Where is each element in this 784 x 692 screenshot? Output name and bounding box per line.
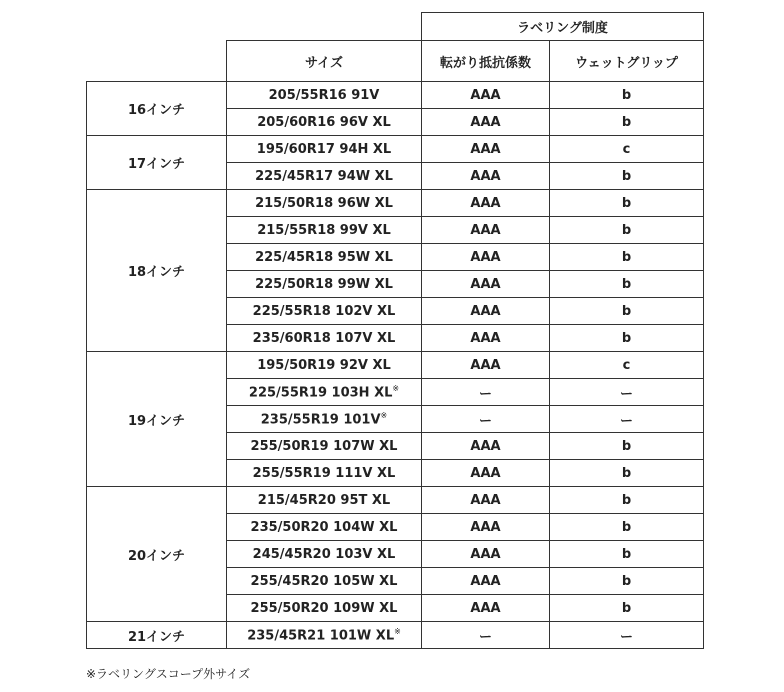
wet-grip-cell: b [550,190,704,217]
size-value: 235/45R21 101W XL [247,628,395,644]
size-value: 255/50R19 107W XL [250,438,398,454]
inch-group-cell: 21インチ [87,622,227,649]
wet-grip-cell: b [550,217,704,244]
inch-group-cell: 18インチ [87,190,227,352]
labeling-group-header: ラベリング制度 [422,13,704,41]
rolling-resistance-cell: AAA [422,568,550,595]
size-cell [227,460,422,487]
wet-grip-cell: b [550,244,704,271]
tire-size-table [86,12,704,649]
rolling-resistance-cell: ー [422,406,550,433]
size-cell [227,271,422,298]
size-cell [227,190,422,217]
size-cell [227,514,422,541]
size-cell [227,136,422,163]
rolling-resistance-cell: AAA [422,163,550,190]
inch-group-cell: 19インチ [87,352,227,487]
wet-grip-cell: c [550,352,704,379]
blank-cell [87,13,227,41]
wet-grip-cell: b [550,109,704,136]
size-value: 225/55R19 103H XL [248,385,393,401]
size-value: 195/60R17 94H XL [256,141,392,157]
inch-group-cell: 16インチ [87,82,227,136]
wet-grip-cell: b [550,271,704,298]
wet-grip-cell: ー [550,379,704,406]
out-of-scope-mark: ※ [394,626,401,636]
size-value: 235/55R19 101V [260,412,381,428]
rolling-resistance-header: 転がり抵抗係数 [422,41,550,82]
rolling-resistance-cell: AAA [422,109,550,136]
rolling-resistance-cell: AAA [422,244,550,271]
size-value: 245/45R20 103V XL [252,546,396,562]
size-cell [227,244,422,271]
wet-grip-cell: b [550,568,704,595]
table-row [87,190,704,217]
rolling-resistance-cell: AAA [422,136,550,163]
size-value: 225/45R18 95W XL [255,249,393,265]
inch-group-cell: 17インチ [87,136,227,190]
size-value: 255/50R20 109W XL [250,600,398,616]
rolling-resistance-cell: AAA [422,433,550,460]
blank-cell [227,13,422,41]
inch-group-cell: 20インチ [87,487,227,622]
out-of-scope-mark: ※ [380,410,388,420]
rolling-resistance-cell: AAA [422,217,550,244]
wet-grip-cell: b [550,298,704,325]
wet-grip-cell: b [550,163,704,190]
blank-cell [87,41,227,82]
size-value: 255/45R20 105W XL [250,573,398,589]
size-value: 225/45R17 94W XL [255,168,393,184]
size-cell [227,595,422,622]
rolling-resistance-cell: AAA [422,298,550,325]
wet-grip-cell: b [550,82,704,109]
table-body [87,82,704,649]
table-row [87,352,704,379]
size-cell [227,487,422,514]
size-value: 225/50R18 99W XL [255,276,393,292]
rolling-resistance-cell: ー [422,379,550,406]
size-cell [227,622,422,649]
size-cell [227,109,422,136]
wet-grip-cell: b [550,325,704,352]
size-cell [227,163,422,190]
rolling-resistance-cell: AAA [422,271,550,298]
size-cell [227,325,422,352]
table-row [87,622,704,649]
size-cell [227,82,422,109]
rolling-resistance-cell: AAA [422,487,550,514]
rolling-resistance-cell: AAA [422,460,550,487]
size-value: 235/60R18 107V XL [252,330,396,346]
wet-grip-cell: b [550,433,704,460]
size-value: 205/60R16 96V XL [257,114,391,130]
size-value: 235/50R20 104W XL [250,519,398,535]
rolling-resistance-cell: AAA [422,352,550,379]
size-cell [227,298,422,325]
size-cell [227,433,422,460]
wet-grip-cell: b [550,487,704,514]
wet-grip-cell: c [550,136,704,163]
wet-grip-cell: b [550,460,704,487]
size-cell [227,217,422,244]
table-row [87,82,704,109]
rolling-resistance-cell: AAA [422,541,550,568]
size-header: サイズ [227,41,422,82]
size-cell [227,541,422,568]
rolling-resistance-cell: AAA [422,190,550,217]
size-value: 205/55R16 91V [268,87,380,103]
size-cell [227,406,422,433]
footnote: ※ラベリングスコープ外サイズ [86,667,251,681]
tire-table-container [86,12,703,649]
wet-grip-cell: ー [550,622,704,649]
rolling-resistance-cell: AAA [422,595,550,622]
wet-grip-cell: b [550,595,704,622]
wet-grip-cell: b [550,514,704,541]
out-of-scope-mark: ※ [392,383,400,393]
rolling-resistance-cell: AAA [422,82,550,109]
wet-grip-cell: b [550,541,704,568]
wet-grip-cell: ー [550,406,704,433]
size-value: 255/55R19 111V XL [252,465,396,481]
size-cell [227,379,422,406]
rolling-resistance-cell: AAA [422,325,550,352]
size-cell [227,568,422,595]
wet-grip-header: ウェットグリップ [550,41,704,82]
size-value: 215/55R18 99V XL [257,222,391,238]
size-value: 195/50R19 92V XL [257,357,391,373]
size-value: 225/55R18 102V XL [252,303,396,319]
size-cell [227,352,422,379]
table-row [87,487,704,514]
size-value: 215/45R20 95T XL [257,492,391,508]
rolling-resistance-cell: ー [422,622,550,649]
size-value: 215/50R18 96W XL [255,195,393,211]
rolling-resistance-cell: AAA [422,514,550,541]
table-row [87,136,704,163]
